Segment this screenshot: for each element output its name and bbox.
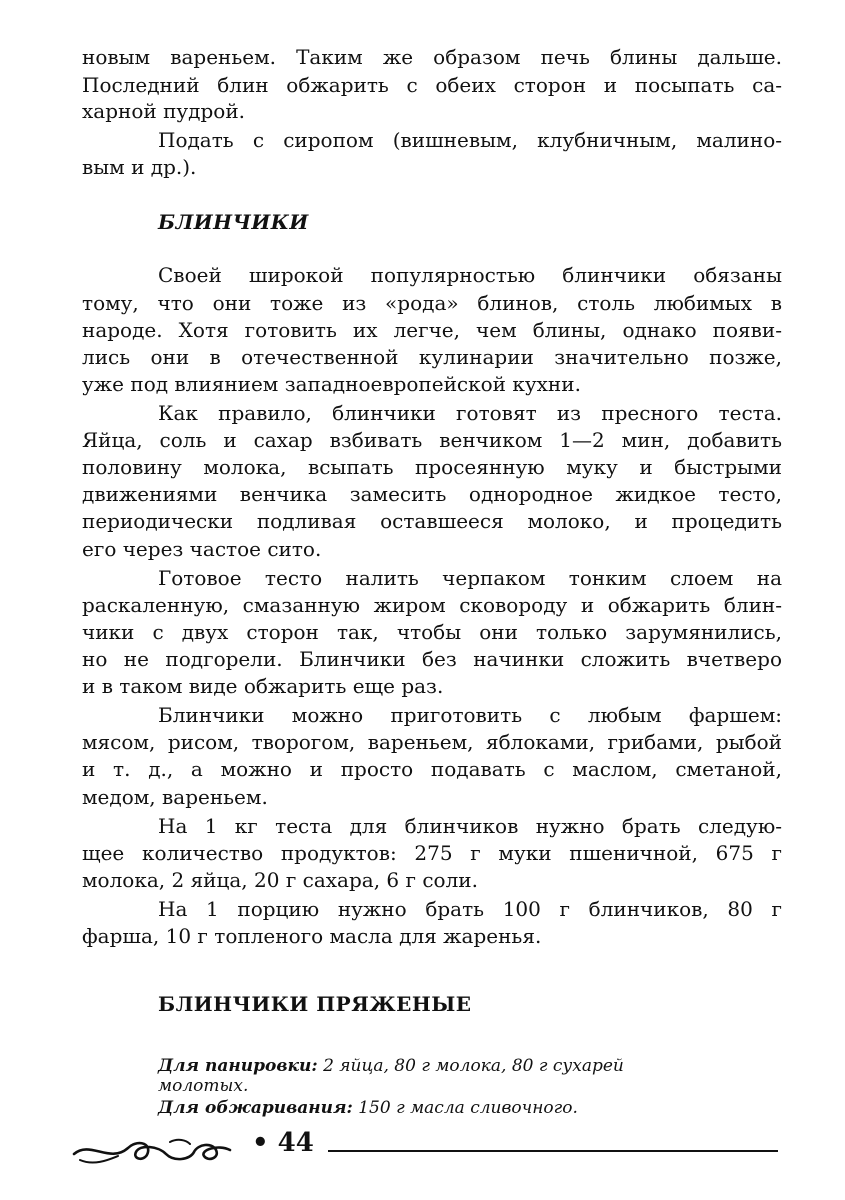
body-line: движениями венчика замесить однородное жидкое тесто, bbox=[82, 482, 782, 506]
body-line: щее количество продуктов: 275 г муки пшеничной, 675 г bbox=[82, 841, 782, 865]
body-line: медом, вареньем. bbox=[82, 785, 268, 809]
body-line: и т. д., а можно и просто подавать с маслом, сметаной, bbox=[82, 757, 782, 781]
ingredients-frying bbox=[158, 1098, 578, 1118]
body-line: тому, что они тоже из «рода» блинов, столь любимых в bbox=[82, 291, 782, 315]
ingredients-label: Для панировки: bbox=[158, 1056, 318, 1076]
body-line: Блинчики можно приготовить с любым фаршем: bbox=[158, 703, 782, 727]
body-line: Своей широкой популярностью блинчики обязаны bbox=[158, 263, 782, 287]
body-line: На 1 порцию нужно брать 100 г блинчиков, 80 г bbox=[158, 897, 782, 921]
ingredients-label: Для обжаривания: bbox=[158, 1098, 353, 1118]
section-title: БЛИНЧИКИ bbox=[158, 210, 309, 234]
body-line: народе. Хотя готовить их легче, чем блины, однако появи- bbox=[82, 318, 782, 342]
body-line: уже под влиянием западноевропейской кухни. bbox=[82, 372, 581, 396]
body-line: Подать с сиропом (вишневым, клубничным, малино- bbox=[158, 128, 782, 152]
body-line: мясом, рисом, творогом, вареньем, яблоками, грибами, рыбой bbox=[82, 730, 782, 754]
body-line: Готовое тесто налить черпаком тонким слоем на bbox=[158, 566, 782, 590]
body-line: фарша, 10 г топленого масла для жаренья. bbox=[82, 924, 542, 948]
body-line: половину молока, всыпать просеянную муку и быстрыми bbox=[82, 455, 782, 479]
body-line: Как правило, блинчики готовят из пресного теста. bbox=[158, 401, 782, 425]
body-line: На 1 кг теста для блинчиков нужно брать следую- bbox=[158, 814, 782, 838]
body-line: и в таком виде обжарить еще раз. bbox=[82, 674, 444, 698]
flourish-ornament-icon bbox=[70, 1130, 245, 1170]
body-line: но не подгорели. Блинчики без начинки сложить вчетверо bbox=[82, 647, 782, 671]
body-line: чики с двух сторон так, чтобы они только зарумянились, bbox=[82, 620, 782, 644]
body-line: Яйца, соль и сахар взбивать венчиком 1—2 мин, добавить bbox=[82, 428, 782, 452]
footer-rule bbox=[328, 1150, 778, 1152]
body-line: молока, 2 яйца, 20 г сахара, 6 г соли. bbox=[82, 868, 478, 892]
body-line: лись они в отечественной кулинарии значительно позже, bbox=[82, 345, 782, 369]
body-line: периодически подливая оставшееся молоко, и процедить bbox=[82, 509, 782, 533]
page-number: • 44 bbox=[252, 1128, 314, 1158]
ingredients-breading-cont: молотых. bbox=[158, 1076, 249, 1096]
ingredients-text: 2 яйца, 80 г молока, 80 г сухарей bbox=[317, 1056, 624, 1076]
body-line: раскаленную, смазанную жиром сковороду и обжарить блин- bbox=[82, 593, 782, 617]
body-line: харной пудрой. bbox=[82, 99, 246, 123]
body-line: вым и др.). bbox=[82, 155, 197, 179]
body-line: новым вареньем. Таким же образом печь блины дальше. bbox=[82, 45, 782, 69]
body-line: его через частое сито. bbox=[82, 537, 322, 561]
ingredients-text: 150 г масла сливочного. bbox=[352, 1098, 578, 1118]
section-title: БЛИНЧИКИ ПРЯЖЕНЫЕ bbox=[158, 992, 472, 1016]
ingredients-breading bbox=[158, 1056, 624, 1076]
body-line: Последний блин обжарить с обеих сторон и посыпать са- bbox=[82, 73, 782, 97]
